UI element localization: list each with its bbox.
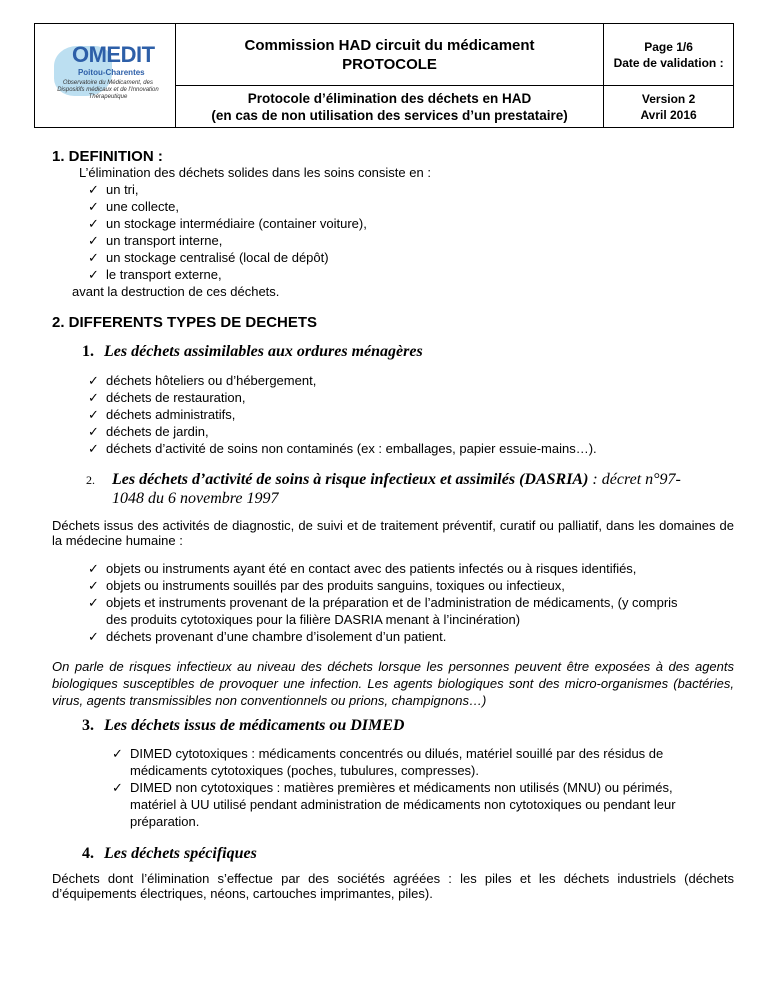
s2-2-paragraph: Déchets issus des activités de diagnostic, de suivi et de traitement préventif, curatif ou palliatif, dans les domaines de la médecine humaine : [52,518,734,548]
check-icon: ✓ [112,780,123,795]
check-icon: ✓ [88,373,99,388]
subsection-3-title: 3. Les déchets issus de médicaments ou DIMED [82,717,405,734]
doc-subtitle: Protocole d’élimination des déchets en HAD [247,90,532,106]
doc-type: PROTOCOLE [342,55,437,73]
check-icon: ✓ [88,629,99,644]
page-number: Page 1/6 [644,39,693,54]
list-item: ✓ le transport externe, [88,267,222,282]
s1-intro: L’élimination des déchets solides dans les soins consiste en : [79,165,431,180]
logo-region: Poitou-Charentes [77,67,145,77]
list-item: ✓ déchets de jardin, [88,424,209,439]
section-2-title: 2. DIFFERENTS TYPES DE DECHETS [52,314,318,331]
check-icon: ✓ [88,267,99,282]
list-item: ✓ un tri, [88,182,139,197]
check-icon: ✓ [88,250,99,265]
subsection-4-title: 4. Les déchets spécifiques [82,845,257,862]
list-item: ✓ déchets hôteliers ou d’hébergement, [88,373,317,388]
subtitle-cell [175,86,603,128]
logo-desc: Observatoire du Médicament, des Dispositifs médicaux et de l'Innovation Thérapeutique [57,79,159,100]
check-icon: ✓ [88,407,99,422]
list-item: ✓ DIMED non cytotoxiques : matières premières et médicaments non utilisés (MNU) ou périmés, [112,780,673,795]
subsection-2-title: 2. Les déchets d’activité de soins à risque infectieux et assimilés (DASRIA) : décret n°97- [86,471,681,488]
list-item: ✓ un stockage intermédiaire (container voiture), [88,216,367,231]
list-item: ✓ une collecte, [88,199,179,214]
list-item-continuation: matériel à UU utilisé pendant administration de médicaments non cytotoxiques ou pendant leur [130,797,676,812]
list-item: ✓ objets ou instruments souillés par des produits sanguins, toxiques ou infectieux, [88,578,565,593]
list-item: ✓ un stockage centralisé (local de dépôt) [88,250,329,265]
logo-word: OMEDIT [71,41,155,67]
logo-cell [35,24,176,128]
list-item: ✓ DIMED cytotoxiques : médicaments concentrés ou dilués, matériel souillé par des résidus de [112,746,664,761]
subsection-2-decree: 1048 du 6 novembre 1997 [112,490,279,507]
list-item: ✓ objets et instruments provenant de la préparation et de l’administration de médicaments, (y compris [88,595,678,610]
list-item: ✓ déchets d’activité de soins non contaminés (ex : emballages, papier essuie-mains…). [88,441,597,456]
check-icon: ✓ [88,390,99,405]
list-item: ✓ déchets administratifs, [88,407,236,422]
check-icon: ✓ [88,233,99,248]
omedit-logo [50,36,160,116]
version-date: Avril 2016 [640,107,697,122]
list-item: ✓ déchets provenant d’une chambre d’isolement d’un patient. [88,629,447,644]
list-item: ✓ objets ou instruments ayant été en contact avec des patients infectés ou à risques identifiés, [88,561,637,576]
list-item-continuation: des produits cytotoxiques pour la filière DASRIA menant à l’incinération) [106,612,521,627]
check-icon: ✓ [88,216,99,231]
header-table [34,23,734,128]
list-item-continuation: préparation. [130,814,200,829]
check-icon: ✓ [88,199,99,214]
list-item-continuation: médicaments cytotoxiques (poches, tubulures, compresses). [130,763,479,778]
check-icon: ✓ [112,746,123,761]
check-icon: ✓ [88,182,99,197]
s1-outro: avant la destruction de ces déchets. [72,284,280,299]
validation-date: Date de validation : [613,55,724,70]
s2-4-paragraph: Déchets dont l’élimination s’effectue par des sociétés agréées : les piles et les déchets industriels (déchets d’équipements électriques, néons, cartouches imprimantes, piles). [52,871,734,901]
check-icon: ✓ [88,578,99,593]
doc-title: Commission HAD circuit du médicament [244,36,535,54]
version: Version 2 [641,91,696,106]
doc-subtitle-note: (en cas de non utilisation des services d’un prestataire) [211,107,568,123]
list-item: ✓ déchets de restauration, [88,390,246,405]
check-icon: ✓ [88,561,99,576]
page-cell [604,24,734,86]
list-item: ✓ un transport interne, [88,233,223,248]
check-icon: ✓ [88,424,99,439]
version-cell [604,86,734,128]
title-cell [175,24,603,86]
s2-2-note: On parle de risques infectieux au niveau des déchets lorsque les personnes peuvent être exposées à des agents biologiques susceptibles de provoquer une infection. Les agents biologiques sont des micro-organismes (bactéries, virus, agents transmissibles non conventionnels ou prions, champignons…) [52,659,734,708]
section-1-title: 1. DEFINITION : [52,148,163,165]
check-icon: ✓ [88,441,99,456]
check-icon: ✓ [88,595,99,610]
subsection-1-title: 1. Les déchets assimilables aux ordures ménagères [82,343,423,360]
